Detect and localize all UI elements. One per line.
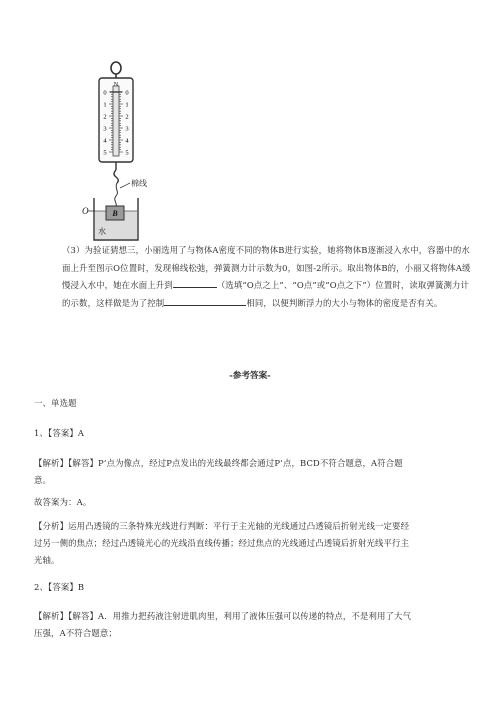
question-3-text-2: （选填“O点之上”、“O点”或“O点之下”）位置时，读取弹簧测力计的示数，这样做是为了控制 (62, 280, 470, 308)
answer-blank-1[interactable] (173, 277, 217, 288)
answer-blank-2[interactable] (164, 295, 246, 306)
hanging-ring (111, 62, 121, 74)
water-label: 水 (98, 227, 106, 236)
scale-hook (114, 170, 118, 183)
scale-unit-label: N (113, 81, 119, 88)
scale-number-right: 0 (125, 89, 129, 97)
spring-scale-figure (68, 48, 178, 243)
question-3-paragraph (62, 242, 474, 312)
q2-answer: 2、【答案】B (34, 582, 85, 592)
scale-number-left: 4 (103, 137, 107, 145)
q1-note-line-1: 【分析】运用凸透镜的三条特殊光线进行判断：平行于主光轴的光线通过凸透镜后折射光线一定要经 (34, 521, 410, 531)
scale-number-right: 1 (125, 101, 129, 109)
q1-conclusion: 故答案为：A。 (34, 497, 92, 507)
answers-heading: -参考答案- (229, 371, 271, 381)
q1-note-line-3: 光轴。 (34, 555, 60, 565)
q1-answer: 1、【答案】A (34, 428, 85, 438)
question-3-text-3: 相同，以便判断浮力的大小与物体的密度是否有关。 (246, 297, 443, 308)
scale-number-right: 2 (125, 113, 129, 121)
scale-number-right: 4 (125, 137, 129, 145)
scale-number-right: 5 (125, 149, 129, 157)
q1-analysis-line-2: 意。 (34, 475, 52, 485)
scale-number-left: 1 (103, 101, 107, 109)
section-title: 一、单选题 (34, 398, 77, 408)
question-3-text-1: （3）为验证猜想三，小丽选用了与物体A密度不同的物体B进行实验，她将物体B逐渐浸入水中，容器中的水面上升至图示O位置时，发现棉线松弛，弹簧测力计示数为0，如图-2所示。取出物体B的，小丽又将物体A缓慢浸入水中，她在水面上升到 (62, 245, 471, 290)
scale-number-left: 2 (103, 113, 107, 121)
scale-number-left: 0 (103, 89, 107, 97)
object-b-label: B (112, 209, 118, 218)
scale-number-right: 3 (125, 125, 129, 133)
scale-number-left: 3 (103, 125, 107, 133)
scale-number-left: 5 (103, 149, 107, 157)
q1-note-line-2: 过另一侧的焦点；经过凸透镜光心的光线沿直线传播；经过焦点的光线通过凸透镜后折射光线平行主 (34, 538, 410, 548)
q1-analysis-line-1: 【解析】【解答】P’点为像点，经过P点发出的光线最终都会通过P’点，BCD不符合题意，A符合题 (34, 458, 403, 468)
q2-analysis-line-2: 压强，A不符合题意； (34, 628, 117, 638)
thread-label: 棉线 (131, 179, 147, 188)
point-o-label: O (82, 206, 89, 216)
q2-analysis-line-1: 【解析】【解答】A．用推力把药液注射进肌肉里，利用了液体压强可以传递的特点，不是利用了大气 (34, 611, 412, 621)
